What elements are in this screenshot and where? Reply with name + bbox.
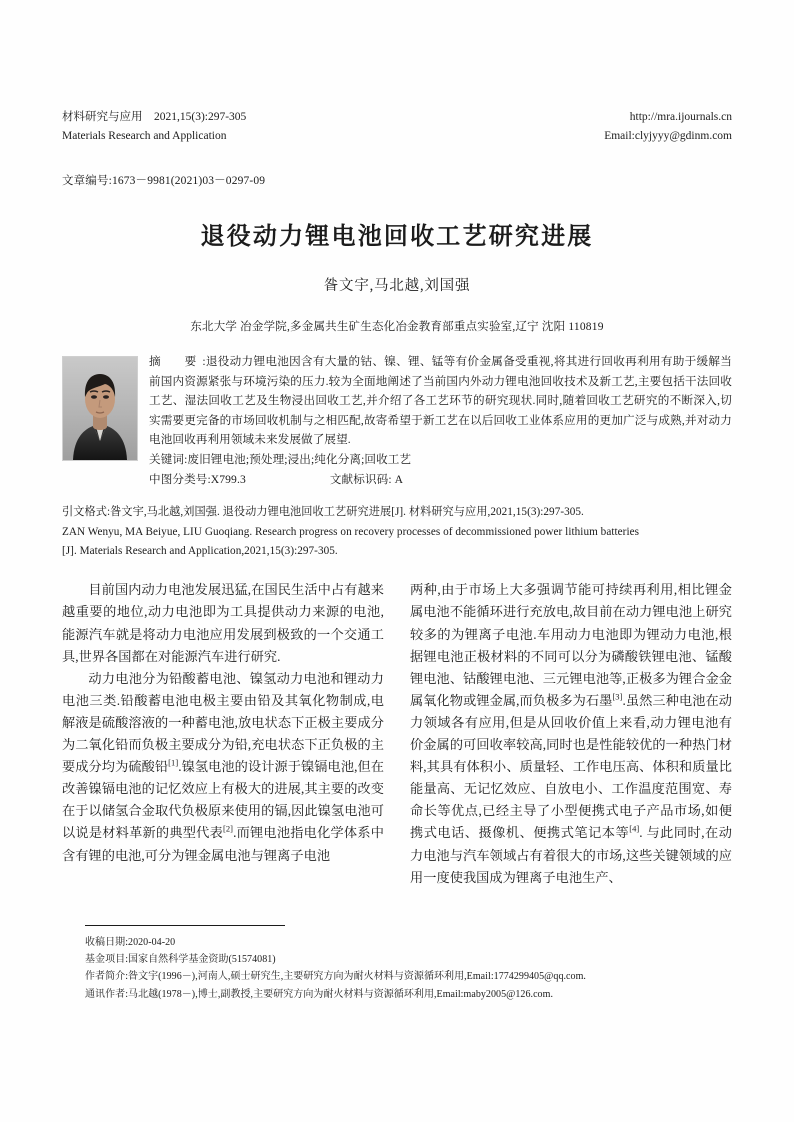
footnote-divider bbox=[85, 925, 285, 926]
author-portrait-photo bbox=[62, 356, 138, 461]
abstract-label: 摘 要 bbox=[149, 355, 203, 368]
citation-block bbox=[62, 503, 732, 561]
citation-line-cn: 引文格式:昝文宇,马北越,刘国强. 退役动力锂电池回收工艺研究进展[J]. 材料研究与应用,2021,15(3):297-305. bbox=[62, 506, 584, 519]
author-list: 昝文宇,马北越,刘国强 bbox=[323, 278, 471, 294]
journal-name-cn: 材料研究与应用 2021,15(3):297-305 bbox=[62, 111, 247, 123]
running-head bbox=[62, 108, 732, 146]
footnote-block bbox=[85, 934, 721, 1003]
journal-name-en: Materials Research and Application bbox=[62, 130, 227, 142]
affiliation: 东北大学 冶金学院,多金属共生矿生态化冶金教育部重点实验室,辽宁 沈阳 110819 bbox=[190, 321, 604, 333]
page-title: 退役动力锂电池回收工艺研究进展 bbox=[200, 221, 594, 250]
clc-number: 中图分类号:X799.3 bbox=[149, 472, 246, 486]
citation-line-en-1: ZAN Wenyu, MA Beiyue, LIU Guoqiang. Research progress on recovery processes of decommissioned power lithium batteries bbox=[62, 525, 640, 538]
article-number: 文章编号:1673－9981(2021)03－0297-09 bbox=[62, 175, 266, 187]
body-column-left bbox=[62, 579, 384, 888]
document-code: 文献标识码: A bbox=[329, 472, 404, 486]
journal-email: Email:clyjyyy@gdinm.com bbox=[604, 130, 732, 142]
abstract-paragraph bbox=[149, 352, 732, 450]
body-column-right bbox=[410, 579, 732, 888]
fund-project: 基金项目:国家自然科学基金资助(51574081) bbox=[85, 954, 276, 966]
paragraph: 目前国内动力电池发展迅猛,在国民生活中占有越来越重要的地位,动力电池即为工具提供动力来源的电池,能源汽车就是将动力电池应用发展到极致的一个交通工具,世界各国都在对能源汽车进行研究. bbox=[62, 582, 384, 664]
body-columns bbox=[62, 579, 732, 888]
abstract-content: :退役动力锂电池因含有大量的钴、镍、锂、锰等有价金属备受重视,将其进行回收再利用有助于缓解当前国内资源紧张与环境污染的压力.较为全面地阐述了当前国内外动力锂电池回收技术及新工艺,主要包括干法回收工艺、湿法回收工艺及生物浸出回收工艺,并介绍了各工艺环节的研究现状.同时,随着回收工艺研究的不断深入,切实需要更完备的市场回收机制与之相匹配,故寄希望于新工艺在以后回收工业体系应用的更加广泛与成熟,并对动力电池回收再利用领域未来发展做了展望. bbox=[149, 355, 732, 447]
running-head-left bbox=[62, 108, 246, 146]
abstract-body bbox=[149, 352, 732, 489]
journal-url: http://mra.ijournals.cn bbox=[629, 111, 732, 123]
author-biography: 作者简介:昝文宇(1996－),河南人,硕士研究生,主要研究方向为耐火材料与资源循环利用,Email:1774299405@qq.com. bbox=[85, 971, 586, 983]
keywords-line: 关键词:废旧锂电池;预处理;浸出;纯化分离;回收工艺 bbox=[149, 452, 412, 466]
citation-line-en-2: [J]. Materials Research and Application,2021,15(3):297-305. bbox=[62, 544, 338, 557]
corresponding-author: 通讯作者:马北越(1978－),博士,副教授,主要研究方向为耐火材料与资源循环利用,Email:maby2005@126.com. bbox=[85, 988, 553, 1000]
paragraph: 动力电池分为铅酸蓄电池、镍氢动力电池和锂动力电池三类.铅酸蓄电池电极主要由铅及其氧化物制成,电解液是硫酸溶液的一种蓄电池,放电状态下正极主要成分为二氧化铅而负极主要成分为铅,充电状态下正负极的主要成分均为硫酸铅[1].镍氢电池的设计源于镍镉电池,但在改善镍镉电池的记忆效应上有极大的进展,其主要的改变在于以储氢合金取代负极原来使用的镉,因此镍氢电池可以说是材料革新的典型代表[2].而锂电池指电化学体系中含有锂的电池,可分为锂金属电池与锂离子电池 bbox=[62, 670, 384, 863]
abstract-section bbox=[62, 352, 732, 489]
received-date: 收稿日期:2020-04-20 bbox=[85, 937, 176, 948]
paragraph: 两种,由于市场上大多强调节能可持续再利用,相比锂金属电池不能循环进行充放电,故目前在动力锂电池上研究较多的为锂离子电池.车用动力电池即为锂动力电池,根据锂电池正极材料的不同可以分为磷酸铁锂电池、锰酸锂电池、钴酸锂电池、三元锂电池等,正极多为锂合金金属氧化物或锂金属,而负极多为石墨[3].虽然三种电池在动力领域各有应用,但是从回收价值上来看,动力锂电池有价金属的可回收率较高,同时也是性能较优的一种热门材料,其具有体积小、质量轻、工作电压高、体积和质量比能量高、无记忆效应、自放电小、工作温度范围宽、寿命长等优点,已经主导了小型便携式电子产品市场,如便携式电话、摄像机、便携式笔记本等[4]. 与此同时,在动力电池与汽车领域占有着很大的市场,这些关键领域的应用一度使我国成为锂离子电池生产、 bbox=[410, 582, 732, 885]
running-head-right bbox=[604, 108, 732, 146]
classification-line bbox=[149, 470, 732, 490]
